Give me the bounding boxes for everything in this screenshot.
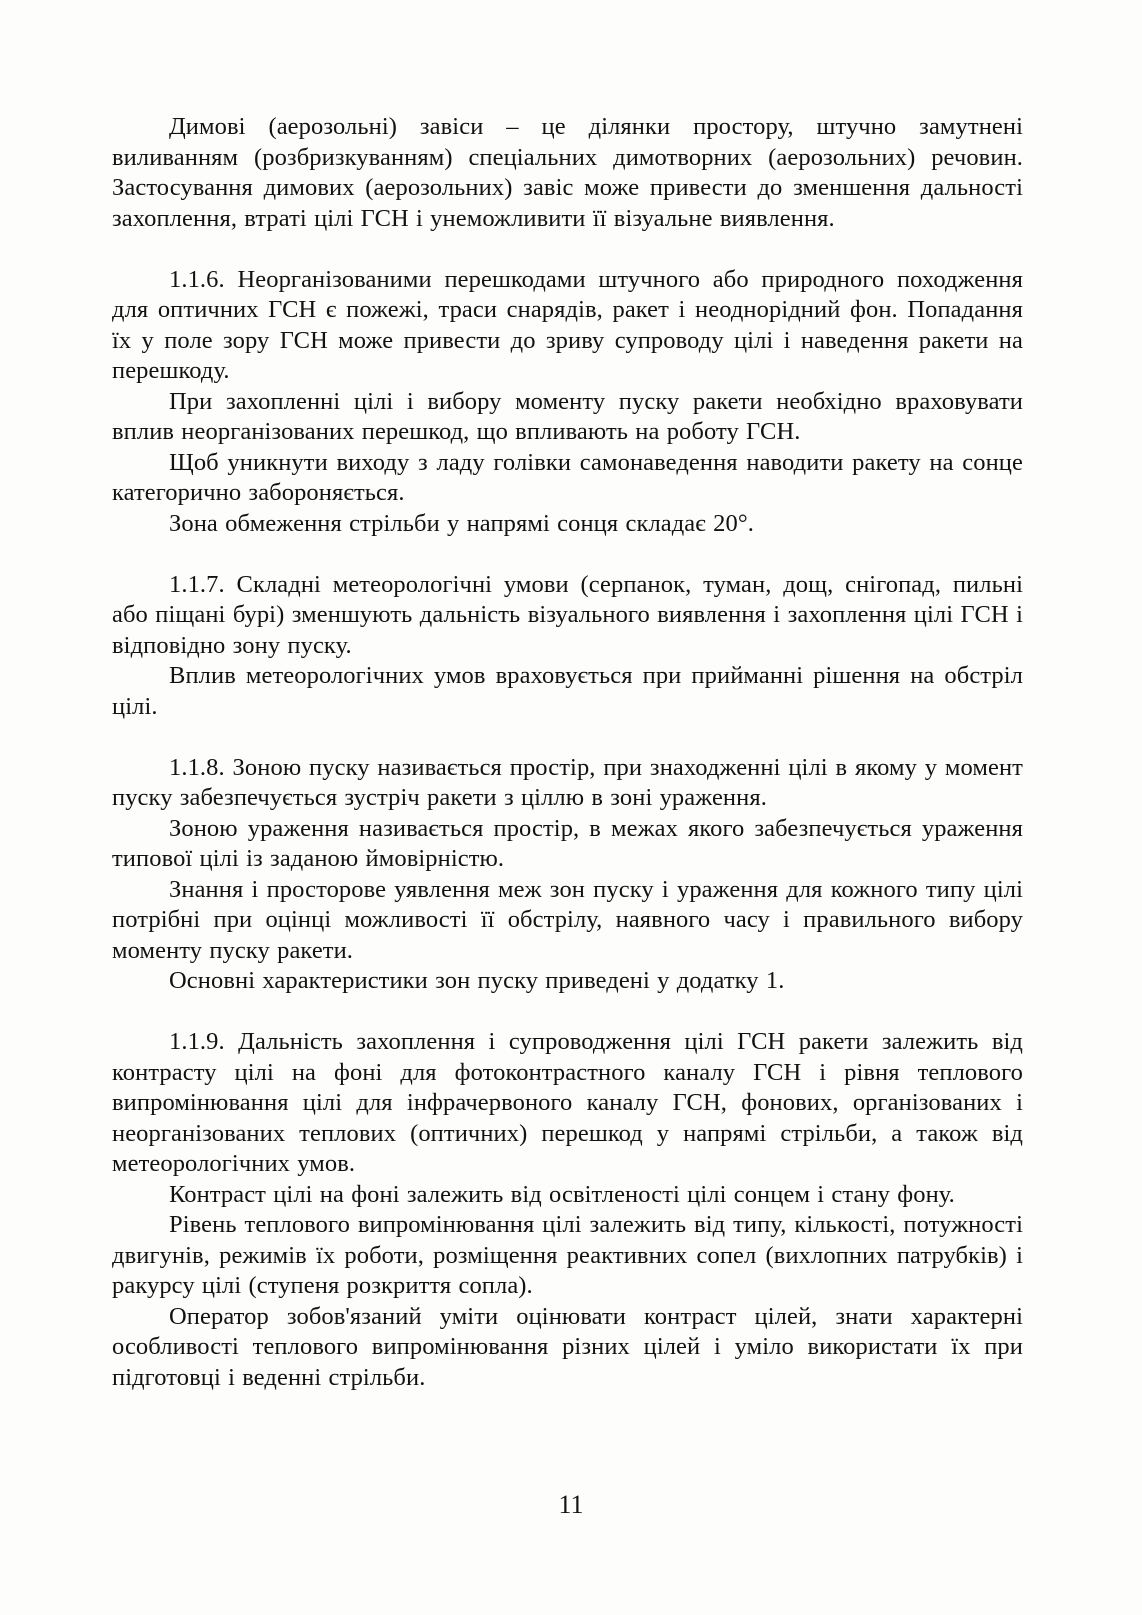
paragraph-sun-restriction-zone: Зона обмеження стрільби у напрямі сонця складає 20°. — [169, 509, 754, 537]
paragraph-weather-influence: Вплив метеорологічних умов враховується при прийманні рішення на обстріл цілі. — [112, 662, 1023, 720]
paragraph-section-1-1-7: 1.1.7. Складні метеорологічні умови (серпанок, туман, дощ, снігопад, пильні або піщані бурі) зменшують дальність візуального виявлення і захоплення цілі ГСН і відповідно зону пуску. — [112, 570, 1023, 659]
page-number: 11 — [558, 1490, 584, 1519]
paragraph-operator-duty: Оператор зобов'язаний уміти оцінювати контраст цілей, знати характерні особливості теплового випромінювання різних цілей і уміло використати їх при підготовці і веденні стрільби. — [112, 1302, 1023, 1391]
paragraph-kill-zone-definition: Зоною ураження називається простір, в межах якого забезпечується ураження типової цілі із заданою ймовірністю. — [112, 814, 1023, 872]
paragraph-section-1-1-6: 1.1.6. Неорганізованими перешкодами штучного або природного походження для оптичних ГСН є пожежі, траси снарядів, ракет і неоднорідний фон. Попадання їх у поле зору ГСН може привести до зриву супроводу цілі і наведення ракети на перешкоду. — [112, 265, 1023, 384]
paragraph-zone-knowledge: Знання і просторове уявлення меж зон пуску і ураження для кожного типу цілі потрібні при оцінці можливості її обстрілу, наявного часу і правильного вибору моменту пуску ракети. — [112, 875, 1023, 964]
paragraph-sun-pointing-prohibition: Щоб уникнути виходу з ладу голівки самонаведення наводити ракету на сонце категорично забороняється. — [112, 448, 1023, 506]
paragraph-thermal-emission-level: Рівень теплового випромінювання цілі залежить від типу, кількості, потужності двигунів, режимів їх роботи, розміщення реактивних сопел (вихлопних патрубків) і ракурсу цілі (ступеня розкриття сопла). — [112, 1211, 1023, 1299]
paragraph-section-1-1-8: 1.1.8. Зоною пуску називається простір, при знаходженні цілі в якому у момент пуску забезпечується зустріч ракети з ціллю в зоні ураження. — [112, 753, 1023, 811]
paragraph-contrast-dependency: Контраст цілі на фоні залежить від освітленості цілі сонцем і стану фону. — [169, 1180, 955, 1208]
paragraph-smoke-screens: Димові (аерозольні) завіси – це ділянки простору, штучно замутнені виливанням (розбризкуванням) спеціальних димотворних (аерозольних) речовин. Застосування димових (аерозольних) завіс може привести до зменшення дальності захоплення, втраті цілі ГСН і унеможливити її візуальне виявлення. — [112, 113, 1023, 232]
paragraph-launch-zone-appendix: Основні характеристики зон пуску приведені у додатку 1. — [169, 967, 785, 994]
paragraph-section-1-1-9: 1.1.9. Дальність захоплення і супроводження цілі ГСН ракети залежить від контрасту цілі на фоні для фотоконтрастного каналу ГСН і рівня теплового випромінювання цілі для інфрачервоного каналу ГСН, фонових, організованих і неорганізованих теплових (оптичних) перешкод у напрямі стрільби, а також від метеорологічних умов. — [112, 1028, 1023, 1177]
paragraph-target-lock-interference: При захопленні цілі і вибору моменту пуску ракети необхідно враховувати вплив неорганізованих перешкод, що впливають на роботу ГСН. — [112, 387, 1023, 445]
page-content — [112, 112, 1023, 1393]
